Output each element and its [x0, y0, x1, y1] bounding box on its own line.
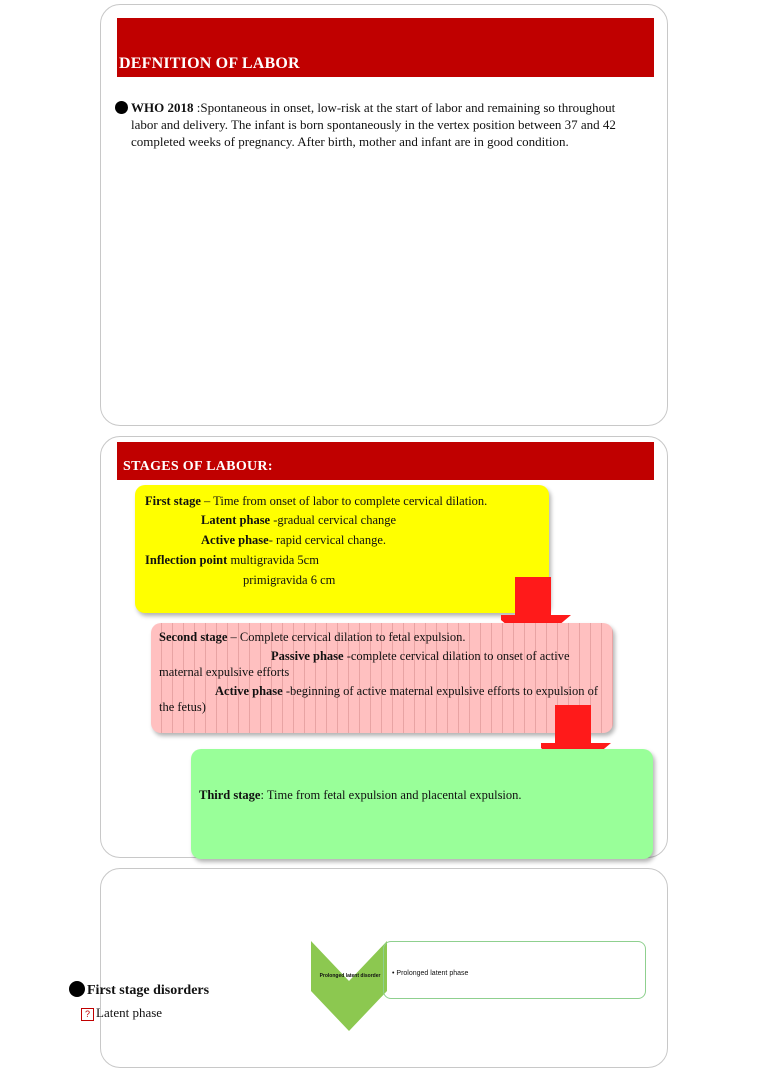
- slide-stages: [100, 436, 668, 858]
- second-stage-label: Second stage: [159, 630, 228, 644]
- slide-disorders: [84, 868, 668, 1068]
- first-stage-box: [135, 485, 549, 613]
- latent-phase-text: -gradual cervical change: [270, 513, 397, 527]
- active-phase-text: - rapid cervical change.: [268, 533, 386, 547]
- first-stage-text: – Time from onset of labor to complete cervical dilation.: [200, 494, 488, 508]
- disorders-title: First stage disorders: [87, 983, 210, 998]
- slide-title: STAGES OF LABOUR:: [123, 459, 273, 474]
- disorder-list-box: [383, 941, 646, 999]
- missing-glyph-icon: ?: [81, 1008, 94, 1021]
- disorder-item: [81, 1005, 162, 1021]
- disorders-heading: [69, 981, 209, 999]
- inflection-primigravida: primigravida 6 cm: [243, 573, 336, 587]
- who-text: :Spontaneous in onset, low-risk at the start of labor and remaining so throughout labor and delivery. The infant is born spontaneously in the vertex position between 37 and 42 completed weeks of pregnancy. After birth, mother and infant are in good condition.: [131, 100, 616, 149]
- who-label: WHO 2018: [131, 100, 194, 115]
- chevron-label: Prolonged latent disorder: [319, 973, 381, 979]
- second-active-phase-text: -beginning of active maternal expulsive efforts to expulsion of the fetus): [159, 684, 599, 714]
- inflection-label: Inflection point: [145, 553, 228, 567]
- second-stage-text: – Complete cervical dilation to fetal expulsion.: [227, 630, 466, 644]
- inflection-multigravida: multigravida 5cm: [227, 553, 319, 567]
- third-stage-text: : Time from fetal expulsion and placental expulsion.: [260, 788, 522, 802]
- first-stage-label: First stage: [145, 494, 201, 508]
- disorder-item-label: Latent phase: [96, 1005, 163, 1020]
- bullet-icon: [69, 981, 85, 997]
- passive-phase-label: Passive phase: [271, 649, 344, 663]
- bullet-icon: [115, 101, 128, 114]
- chevron-shape-icon: [311, 941, 387, 1031]
- title-banner: [117, 18, 654, 77]
- second-active-phase-label: Active phase: [215, 684, 283, 698]
- list-item: • Prolonged latent phase: [392, 970, 469, 977]
- passive-phase-text: -complete cervical dilation to onset of active maternal expulsive efforts: [159, 649, 570, 679]
- third-stage-box: [191, 749, 653, 859]
- slide-title: DEFNITION OF LABOR: [119, 55, 300, 72]
- title-banner: [117, 442, 654, 480]
- third-stage-label: Third stage: [199, 788, 261, 802]
- latent-phase-label: Latent phase: [201, 513, 271, 527]
- slide-definition: [100, 4, 668, 426]
- active-phase-label: Active phase: [201, 533, 269, 547]
- definition-paragraph: [115, 99, 645, 150]
